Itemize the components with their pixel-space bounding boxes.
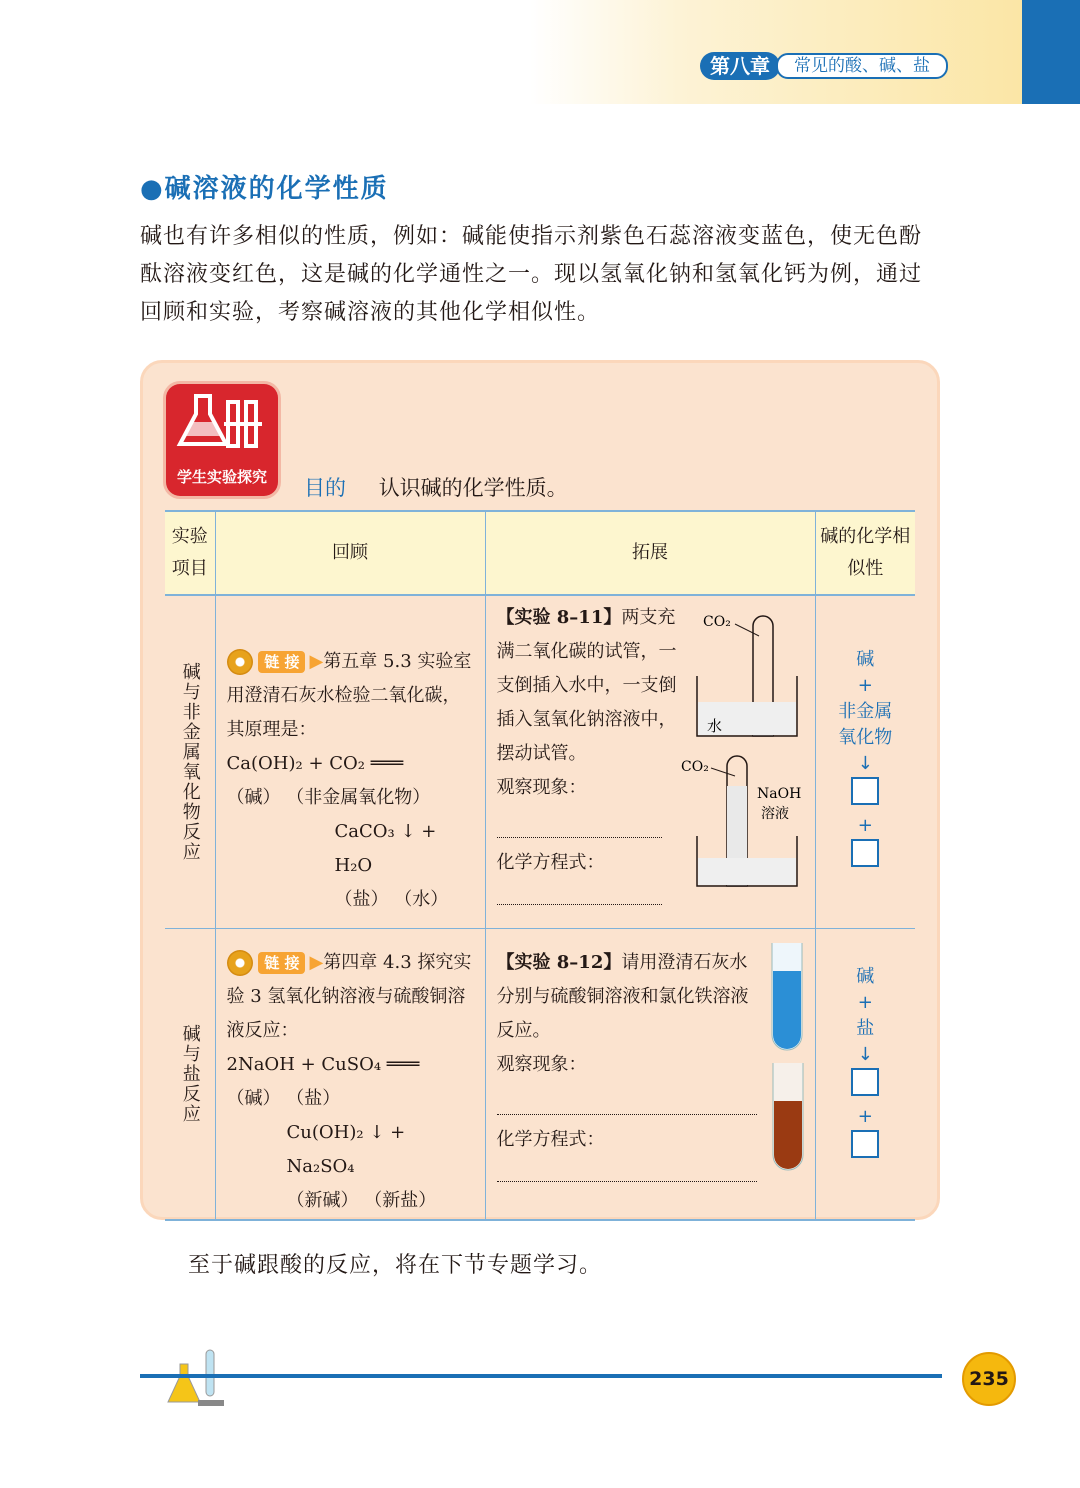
test-tube-diagram bbox=[680, 606, 811, 896]
table-row bbox=[165, 929, 915, 1221]
purpose-text: 认识碱的化学性质。 bbox=[378, 476, 568, 500]
conclusion-text: 至于碱跟酸的反应，将在下节专题学习。 bbox=[188, 1253, 603, 1278]
purpose-label: 目的 bbox=[304, 476, 346, 500]
sim-salt: 盐 bbox=[856, 1018, 875, 1039]
equation-line: 2NaOH + CuSO₄ ═══ bbox=[226, 1054, 420, 1075]
experiment-table bbox=[165, 510, 915, 1221]
svg-text:CO₂: CO₂ bbox=[680, 759, 709, 775]
header-review: 回顾 bbox=[215, 511, 485, 595]
chapter-title: 常见的酸、碱、盐 bbox=[776, 53, 948, 79]
review-cell: 链 接 ▶第五章 5.3 实验室用澄清石灰水检验二氧化碳，其原理是： Ca(OH)₂ + CO₂ ═══ （碱） （非金属氧化物） CaCO₃ ↓ + H₂O （盐） （水） bbox=[217, 597, 484, 917]
header-accent-bar bbox=[1022, 0, 1080, 104]
equation-prompt: 化学方程式： bbox=[496, 1129, 605, 1150]
answer-box[interactable] bbox=[851, 1130, 879, 1158]
footer-rule bbox=[140, 1374, 942, 1378]
exp-title: 【实验 8–12】 bbox=[496, 952, 622, 973]
purpose-line bbox=[304, 472, 568, 502]
exp-text: 请用澄清石灰水分别与硫酸铜溶液和氯化铁溶液反应。 bbox=[496, 952, 749, 1041]
answer-line[interactable] bbox=[497, 894, 662, 905]
link-tag: 链 接 bbox=[258, 952, 305, 974]
sim-base: 碱 bbox=[856, 649, 875, 670]
answer-line[interactable] bbox=[497, 827, 662, 838]
answer-box[interactable] bbox=[851, 1068, 879, 1096]
equation-line: Cu(OH)₂ ↓ + Na₂SO₄ bbox=[286, 1122, 406, 1177]
test-tube-icon bbox=[768, 941, 808, 1181]
review-text: 第五章 5.3 实验室用澄清石灰水检验二氧化碳，其原理是： bbox=[226, 651, 472, 740]
extend-cell bbox=[487, 930, 769, 1182]
review-cell: 链 接 ▶第四章 4.3 探究实验 3 氢氧化钠溶液与硫酸铜溶液反应： 2NaOH + CuSO₄ ═══ （碱） （盐） Cu(OH)₂ ↓ + Na₂SO₄ （新碱） （新盐） bbox=[217, 930, 484, 1218]
answer-line[interactable] bbox=[497, 1171, 757, 1182]
observe-label: 观察现象： bbox=[496, 777, 587, 798]
sim-oxide-2: 氧化物 bbox=[838, 727, 893, 748]
equation-line: Ca(OH)₂ + CO₂ ═══ bbox=[226, 753, 404, 774]
extend-cell bbox=[487, 597, 687, 905]
row-item: 碱与盐反应 bbox=[179, 1024, 201, 1124]
link-tag: 链 接 bbox=[258, 651, 305, 673]
answer-line[interactable] bbox=[497, 1104, 757, 1115]
row-item: 碱与非金属氧化物反应 bbox=[179, 662, 201, 862]
review-text: 第四章 4.3 探究实验 3 氢氧化钠溶液与硫酸铜溶液反应： bbox=[226, 952, 472, 1041]
header-similarity: 碱的化学相似性 bbox=[815, 511, 915, 595]
equation-prompt: 化学方程式： bbox=[496, 852, 605, 873]
chapter-number: 第八章 bbox=[700, 52, 780, 80]
equation-label: （盐） （水） bbox=[334, 889, 449, 910]
answer-box[interactable] bbox=[851, 777, 879, 805]
header-item: 实验项目 bbox=[165, 511, 215, 595]
answer-box[interactable] bbox=[851, 839, 879, 867]
equation-line: CaCO₃ ↓ + H₂O bbox=[334, 821, 437, 876]
observe-label: 观察现象： bbox=[496, 1054, 587, 1075]
chapter-label bbox=[700, 52, 948, 80]
svg-text:溶液: 溶液 bbox=[760, 806, 789, 822]
svg-text:CO₂: CO₂ bbox=[702, 614, 731, 630]
sim-oxide-1: 非金属 bbox=[838, 701, 893, 722]
gear-icon bbox=[227, 950, 253, 976]
svg-text:水: 水 bbox=[706, 717, 722, 735]
equation-label: （碱） （非金属氧化物） bbox=[226, 787, 431, 808]
exp-title: 【实验 8–11】 bbox=[496, 607, 622, 628]
section-title: ●碱溶液的化学性质 bbox=[140, 174, 389, 204]
svg-text:NaOH: NaOH bbox=[756, 786, 801, 802]
sim-base: 碱 bbox=[856, 966, 875, 987]
equation-label: （新碱） （新盐） bbox=[286, 1190, 437, 1211]
equation-label: （碱） （盐） bbox=[226, 1088, 341, 1109]
table-row bbox=[165, 595, 915, 929]
gear-icon bbox=[227, 649, 253, 675]
exp-text: 两支充满二氧化碳的试管，一支倒插入水中，一支倒插入氢氧化钠溶液中，摆动试管。 bbox=[496, 607, 677, 764]
header-extend: 拓展 bbox=[485, 511, 815, 595]
similarity-cell: 碱 + 非金属 氧化物 ↓ + bbox=[817, 597, 915, 875]
badge-label: 学生实验探究 bbox=[176, 468, 267, 486]
page-number: 235 bbox=[962, 1352, 1016, 1406]
intro-paragraph: 碱也有许多相似的性质，例如：碱能使指示剂紫色石蕊溶液变蓝色，使无色酚酞溶液变红色，这是碱的化学通性之一。现以氢氧化钠和氢氧化钙为例，通过回顾和实验，考察碱溶液的其他化学相似性。 bbox=[140, 224, 923, 325]
similarity-cell: 碱 + 盐 ↓ + bbox=[817, 930, 915, 1166]
